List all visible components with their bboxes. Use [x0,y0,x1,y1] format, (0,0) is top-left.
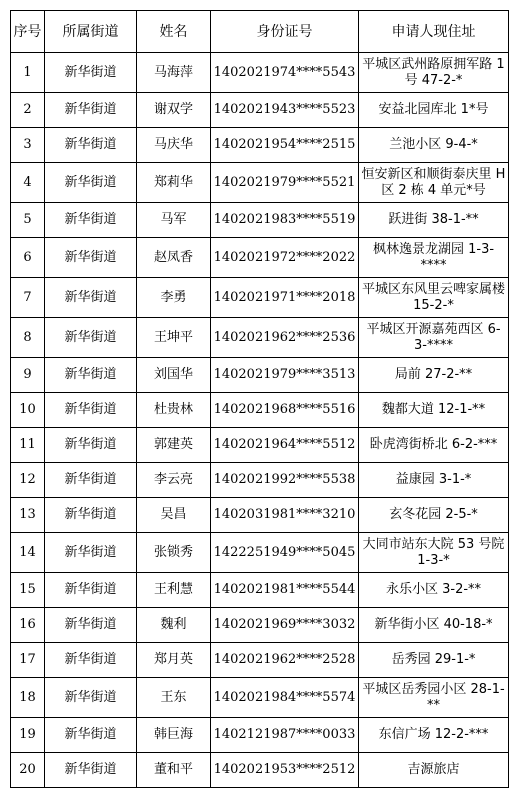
id-number-cell: 1402021943****5523 [211,93,359,128]
table-row [11,53,509,93]
name-cell: 李云亮 [137,463,211,498]
address-cell: 平城区开源嘉苑西区 6-3-**** [359,318,509,358]
id-number-cell: 1402021962****2536 [211,318,359,358]
address-cell: 枫林逸景龙湖园 1-3-**** [359,238,509,278]
serial-no-cell: 2 [11,93,45,128]
name-cell: 郑莉华 [137,163,211,203]
name-cell: 谢双学 [137,93,211,128]
serial-no-cell: 17 [11,643,45,678]
table-row [11,643,509,678]
name-cell: 王坤平 [137,318,211,358]
applicant-table [10,10,509,788]
street-cell: 新华街道 [45,278,137,318]
table-body [11,53,509,788]
name-cell: 马军 [137,203,211,238]
serial-no-cell: 15 [11,573,45,608]
id-number-cell: 1402021969****3032 [211,608,359,643]
id-number-cell: 1402021962****2528 [211,643,359,678]
serial-no-cell: 18 [11,678,45,718]
table-row [11,718,509,753]
street-cell: 新华街道 [45,718,137,753]
street-cell: 新华街道 [45,93,137,128]
id-number-cell: 1402031981****3210 [211,498,359,533]
id-number-cell: 1402021992****5538 [211,463,359,498]
street-cell: 新华街道 [45,573,137,608]
table-row [11,608,509,643]
street-cell: 新华街道 [45,463,137,498]
address-cell: 吉源旅店 [359,753,509,788]
table-row [11,358,509,393]
address-cell: 局前 27-2-** [359,358,509,393]
serial-no-cell: 9 [11,358,45,393]
name-cell: 赵凤香 [137,238,211,278]
table-row [11,678,509,718]
serial-no-cell: 16 [11,608,45,643]
street-cell: 新华街道 [45,358,137,393]
table-row [11,428,509,463]
header-serial-no: 序号 [11,11,45,53]
table-row [11,533,509,573]
name-cell: 马海萍 [137,53,211,93]
header-name: 姓名 [137,11,211,53]
table-row [11,203,509,238]
serial-no-cell: 13 [11,498,45,533]
id-number-cell: 1402021983****5519 [211,203,359,238]
table-row [11,238,509,278]
street-cell: 新华街道 [45,428,137,463]
serial-no-cell: 11 [11,428,45,463]
name-cell: 杜贵林 [137,393,211,428]
street-cell: 新华街道 [45,608,137,643]
address-cell: 恒安新区和顺街泰庆里 H 区 2 栋 4 单元*号 [359,163,509,203]
street-cell: 新华街道 [45,53,137,93]
name-cell: 刘国华 [137,358,211,393]
table-row [11,318,509,358]
name-cell: 张锁秀 [137,533,211,573]
serial-no-cell: 14 [11,533,45,573]
address-cell: 平城区东风里云啤家属楼 15-2-* [359,278,509,318]
address-cell: 益康园 3-1-* [359,463,509,498]
name-cell: 郭建英 [137,428,211,463]
street-cell: 新华街道 [45,498,137,533]
header-address: 申请人现住址 [359,11,509,53]
header-id-number: 身份证号 [211,11,359,53]
street-cell: 新华街道 [45,533,137,573]
id-number-cell: 1402021979****3513 [211,358,359,393]
street-cell: 新华街道 [45,128,137,163]
id-number-cell: 1402121987****0033 [211,718,359,753]
serial-no-cell: 1 [11,53,45,93]
table-row [11,463,509,498]
name-cell: 李勇 [137,278,211,318]
id-number-cell: 1402021954****2515 [211,128,359,163]
id-number-cell: 1402021981****5544 [211,573,359,608]
header-street: 所属街道 [45,11,137,53]
name-cell: 郑月英 [137,643,211,678]
serial-no-cell: 10 [11,393,45,428]
address-cell: 大同市站东大院 53 号院 1-3-* [359,533,509,573]
address-cell: 新华街小区 40-18-* [359,608,509,643]
serial-no-cell: 20 [11,753,45,788]
name-cell: 魏利 [137,608,211,643]
id-number-cell: 1402021972****2022 [211,238,359,278]
table-row [11,128,509,163]
address-cell: 东信广场 12-2-*** [359,718,509,753]
id-number-cell: 1402021974****5543 [211,53,359,93]
name-cell: 王利慧 [137,573,211,608]
id-number-cell: 1402021964****5512 [211,428,359,463]
name-cell: 王东 [137,678,211,718]
table-row [11,393,509,428]
address-cell: 魏都大道 12-1-** [359,393,509,428]
serial-no-cell: 12 [11,463,45,498]
address-cell: 玄冬花园 2-5-* [359,498,509,533]
id-number-cell: 1402021953****2512 [211,753,359,788]
address-cell: 安益北园库北 1*号 [359,93,509,128]
serial-no-cell: 6 [11,238,45,278]
address-cell: 平城区武州路原拥军路 1 号 47-2-* [359,53,509,93]
header-row [11,11,509,53]
table-row [11,498,509,533]
street-cell: 新华街道 [45,678,137,718]
name-cell: 吴昌 [137,498,211,533]
address-cell: 永乐小区 3-2-** [359,573,509,608]
serial-no-cell: 3 [11,128,45,163]
address-cell: 平城区岳秀园小区 28-1-** [359,678,509,718]
id-number-cell: 1402021971****2018 [211,278,359,318]
serial-no-cell: 5 [11,203,45,238]
street-cell: 新华街道 [45,203,137,238]
name-cell: 董和平 [137,753,211,788]
serial-no-cell: 8 [11,318,45,358]
serial-no-cell: 7 [11,278,45,318]
address-cell: 兰池小区 9-4-* [359,128,509,163]
name-cell: 马庆华 [137,128,211,163]
id-number-cell: 1402021984****5574 [211,678,359,718]
address-cell: 跃进街 38-1-** [359,203,509,238]
street-cell: 新华街道 [45,318,137,358]
id-number-cell: 1402021979****5521 [211,163,359,203]
table-header [11,11,509,53]
table-row [11,163,509,203]
serial-no-cell: 19 [11,718,45,753]
address-cell: 岳秀园 29-1-* [359,643,509,678]
table-row [11,573,509,608]
table-row [11,278,509,318]
street-cell: 新华街道 [45,238,137,278]
street-cell: 新华街道 [45,393,137,428]
serial-no-cell: 4 [11,163,45,203]
id-number-cell: 1422251949****5045 [211,533,359,573]
address-cell: 卧虎湾街桥北 6-2-*** [359,428,509,463]
id-number-cell: 1402021968****5516 [211,393,359,428]
street-cell: 新华街道 [45,753,137,788]
street-cell: 新华街道 [45,643,137,678]
street-cell: 新华街道 [45,163,137,203]
table-row [11,753,509,788]
table-row [11,93,509,128]
name-cell: 韩巨海 [137,718,211,753]
